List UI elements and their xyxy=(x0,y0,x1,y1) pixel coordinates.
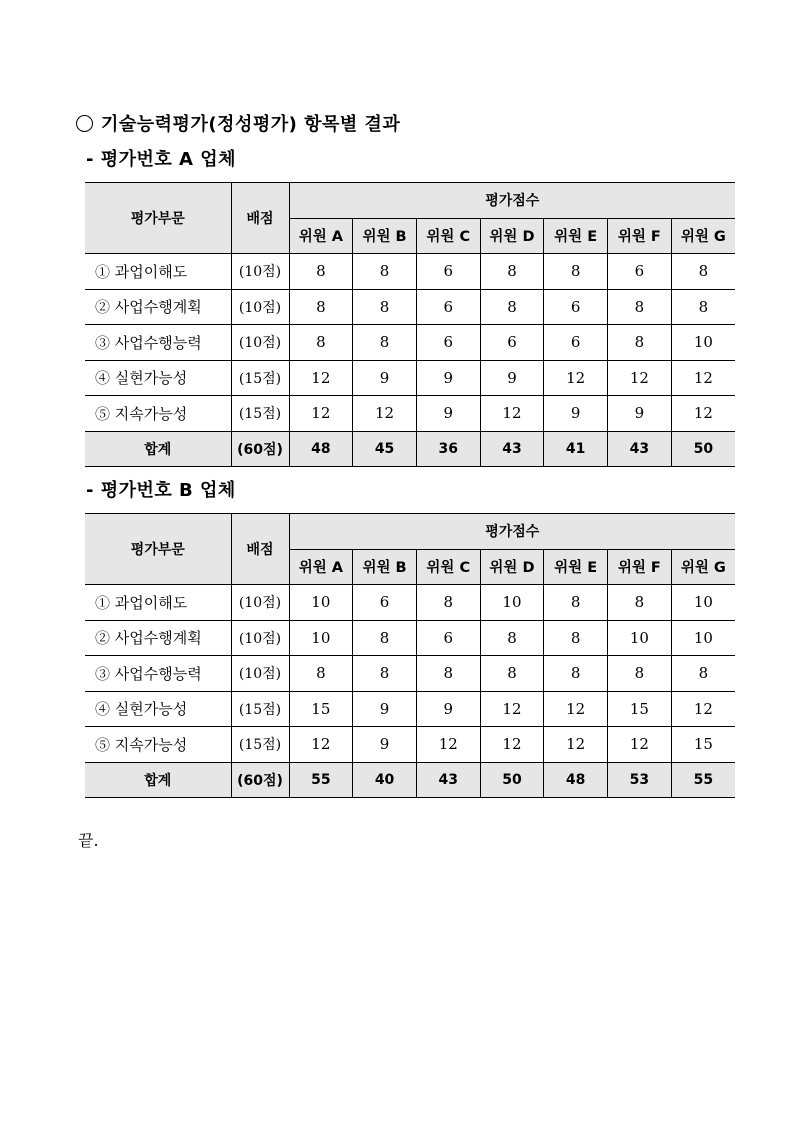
total-score-cell: 41 xyxy=(544,431,608,467)
total-score-cell: 48 xyxy=(289,431,353,467)
total-label: 합계 xyxy=(85,762,231,798)
header-judge: 위원 C xyxy=(416,549,480,585)
total-score-cell: 45 xyxy=(353,431,417,467)
total-score-cell: 53 xyxy=(608,762,672,798)
score-cell: 6 xyxy=(480,325,544,361)
total-row xyxy=(85,431,735,467)
score-cell: 10 xyxy=(608,620,672,656)
section-heading xyxy=(76,110,400,136)
category-label: ② 사업수행계획 xyxy=(85,289,231,325)
score-cell: 8 xyxy=(671,254,735,290)
category-label: ① 과업이해도 xyxy=(85,254,231,290)
score-cell: 8 xyxy=(480,620,544,656)
score-cell: 9 xyxy=(353,691,417,727)
header-judge: 위원 G xyxy=(671,549,735,585)
total-score-cell: 55 xyxy=(671,762,735,798)
score-cell: 12 xyxy=(671,360,735,396)
total-score-cell: 55 xyxy=(289,762,353,798)
header-judge: 위원 D xyxy=(480,549,544,585)
score-cell: 8 xyxy=(671,656,735,692)
score-cell: 8 xyxy=(608,656,672,692)
header-row xyxy=(85,514,735,550)
total-row xyxy=(85,762,735,798)
category-label: ① 과업이해도 xyxy=(85,585,231,621)
score-cell: 6 xyxy=(416,254,480,290)
allocation-points: (10점) xyxy=(231,656,289,692)
end-mark: 끝. xyxy=(78,831,99,850)
score-cell: 8 xyxy=(289,254,353,290)
score-cell: 6 xyxy=(608,254,672,290)
header-category: 평가부문 xyxy=(85,514,231,585)
total-points: (60점) xyxy=(231,431,289,467)
score-cell: 8 xyxy=(671,289,735,325)
allocation-points: (15점) xyxy=(231,691,289,727)
header-judge: 위원 E xyxy=(544,218,608,254)
header-judge: 위원 E xyxy=(544,549,608,585)
score-cell: 8 xyxy=(608,585,672,621)
score-cell: 6 xyxy=(353,585,417,621)
score-cell: 8 xyxy=(289,325,353,361)
total-score-cell: 50 xyxy=(671,431,735,467)
score-cell: 12 xyxy=(608,727,672,763)
score-cell: 10 xyxy=(671,620,735,656)
score-cell: 8 xyxy=(416,656,480,692)
score-cell: 9 xyxy=(416,396,480,432)
score-cell: 12 xyxy=(480,396,544,432)
allocation-points: (10점) xyxy=(231,620,289,656)
score-cell: 12 xyxy=(289,727,353,763)
score-cell: 8 xyxy=(544,620,608,656)
score-cell: 12 xyxy=(608,360,672,396)
allocation-points: (15점) xyxy=(231,360,289,396)
score-cell: 9 xyxy=(608,396,672,432)
score-cell: 6 xyxy=(544,325,608,361)
score-cell: 12 xyxy=(289,396,353,432)
category-label: ⑤ 지속가능성 xyxy=(85,727,231,763)
table-row xyxy=(85,396,735,432)
score-cell: 12 xyxy=(544,727,608,763)
score-cell: 8 xyxy=(353,656,417,692)
table-row xyxy=(85,289,735,325)
header-allocation: 배점 xyxy=(231,514,289,585)
total-score-cell: 50 xyxy=(480,762,544,798)
score-cell: 10 xyxy=(480,585,544,621)
allocation-points: (15점) xyxy=(231,396,289,432)
header-judge: 위원 A xyxy=(289,218,353,254)
score-cell: 9 xyxy=(416,360,480,396)
score-cell: 8 xyxy=(353,325,417,361)
score-cell: 9 xyxy=(480,360,544,396)
section-heading-text: 기술능력평가(정성평가) 항목별 결과 xyxy=(101,114,401,135)
score-cell: 15 xyxy=(289,691,353,727)
total-score-cell: 43 xyxy=(480,431,544,467)
score-cell: 8 xyxy=(608,325,672,361)
table-row xyxy=(85,656,735,692)
table-row xyxy=(85,585,735,621)
category-label: ⑤ 지속가능성 xyxy=(85,396,231,432)
score-cell: 6 xyxy=(416,620,480,656)
category-label: ③ 사업수행능력 xyxy=(85,656,231,692)
total-score-cell: 40 xyxy=(353,762,417,798)
score-cell: 8 xyxy=(480,289,544,325)
score-cell: 8 xyxy=(544,254,608,290)
score-cell: 12 xyxy=(544,691,608,727)
score-cell: 8 xyxy=(480,656,544,692)
score-cell: 10 xyxy=(289,585,353,621)
score-cell: 8 xyxy=(289,289,353,325)
category-label: ④ 실현가능성 xyxy=(85,691,231,727)
score-cell: 10 xyxy=(671,585,735,621)
total-score-cell: 43 xyxy=(416,762,480,798)
score-cell: 8 xyxy=(608,289,672,325)
category-label: ③ 사업수행능력 xyxy=(85,325,231,361)
header-judge: 위원 B xyxy=(353,549,417,585)
score-cell: 6 xyxy=(544,289,608,325)
score-cell: 8 xyxy=(289,656,353,692)
score-cell: 10 xyxy=(289,620,353,656)
header-score-group: 평가점수 xyxy=(289,514,735,550)
table-row xyxy=(85,727,735,763)
total-points: (60점) xyxy=(231,762,289,798)
subheading-company-a: - 평가번호 A 업체 xyxy=(86,149,237,170)
category-label: ④ 실현가능성 xyxy=(85,360,231,396)
total-score-cell: 36 xyxy=(416,431,480,467)
score-cell: 12 xyxy=(480,691,544,727)
table-row xyxy=(85,254,735,290)
score-cell: 9 xyxy=(416,691,480,727)
score-cell: 8 xyxy=(353,254,417,290)
score-cell: 8 xyxy=(544,656,608,692)
header-category: 평가부문 xyxy=(85,183,231,254)
allocation-points: (15점) xyxy=(231,727,289,763)
header-judge: 위원 F xyxy=(608,549,672,585)
header-row xyxy=(85,183,735,219)
score-cell: 8 xyxy=(480,254,544,290)
score-cell: 9 xyxy=(544,396,608,432)
score-cell: 12 xyxy=(671,691,735,727)
subheading-company-b: - 평가번호 B 업체 xyxy=(86,480,236,501)
score-cell: 9 xyxy=(353,360,417,396)
table-row xyxy=(85,691,735,727)
table-row xyxy=(85,360,735,396)
score-cell: 9 xyxy=(353,727,417,763)
score-cell: 6 xyxy=(416,325,480,361)
score-cell: 12 xyxy=(289,360,353,396)
score-table-b xyxy=(85,513,735,798)
score-table-a xyxy=(85,182,735,467)
score-cell: 6 xyxy=(416,289,480,325)
header-judge: 위원 B xyxy=(353,218,417,254)
total-score-cell: 43 xyxy=(608,431,672,467)
total-label: 합계 xyxy=(85,431,231,467)
score-cell: 12 xyxy=(544,360,608,396)
score-cell: 15 xyxy=(671,727,735,763)
score-cell: 8 xyxy=(353,289,417,325)
score-cell: 12 xyxy=(480,727,544,763)
header-judge: 위원 G xyxy=(671,218,735,254)
header-judge: 위원 D xyxy=(480,218,544,254)
header-judge: 위원 C xyxy=(416,218,480,254)
allocation-points: (10점) xyxy=(231,325,289,361)
score-cell: 8 xyxy=(416,585,480,621)
header-judge: 위원 F xyxy=(608,218,672,254)
score-cell: 12 xyxy=(353,396,417,432)
table-row xyxy=(85,325,735,361)
allocation-points: (10점) xyxy=(231,289,289,325)
header-score-group: 평가점수 xyxy=(289,183,735,219)
table-row xyxy=(85,620,735,656)
score-cell: 10 xyxy=(671,325,735,361)
header-allocation: 배점 xyxy=(231,183,289,254)
category-label: ② 사업수행계획 xyxy=(85,620,231,656)
score-cell: 12 xyxy=(671,396,735,432)
score-cell: 8 xyxy=(353,620,417,656)
allocation-points: (10점) xyxy=(231,254,289,290)
header-judge: 위원 A xyxy=(289,549,353,585)
total-score-cell: 48 xyxy=(544,762,608,798)
score-cell: 12 xyxy=(416,727,480,763)
hollow-circle-icon xyxy=(76,115,93,132)
score-cell: 15 xyxy=(608,691,672,727)
score-cell: 8 xyxy=(544,585,608,621)
allocation-points: (10점) xyxy=(231,585,289,621)
